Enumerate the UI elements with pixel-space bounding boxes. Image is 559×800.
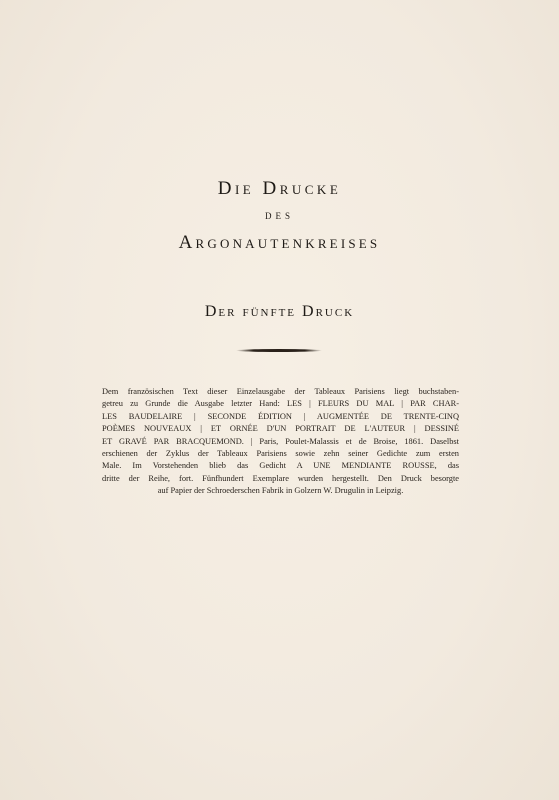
colophon-line: Male. Im Vorstehenden blieb das Gedicht A UNE MENDIANTE ROUSSE, das (102, 461, 459, 471)
colophon-line: Dem französischen Text dieser Einzelausgabe der Tableaux Parisiens liegt buchstaben- (102, 387, 459, 396)
colophon-line: erschienen der Zyklus der Tableaux Parisiens sowie zehn seiner Gedichte zum ersten (102, 449, 459, 459)
colophon-line: ET GRAVÉ PAR BRACQUEMOND. | Paris, Poulet-Malassis et de Broise, 1861. Daselbst (102, 436, 459, 446)
colophon-line: getreu zu Grunde die Ausgabe letzter Hand: LES | FLEURS DU MAL | PAR CHAR- (102, 399, 459, 409)
title-line-2: des (264, 207, 294, 222)
colophon-line: POÈMES NOUVEAUX | ET ORNÉE D'UN PORTRAIT DE L'AUTEUR | DESSINÉ (102, 424, 459, 434)
colophon-text (102, 386, 459, 498)
subtitle: Der fünfte Druck (204, 303, 355, 320)
title-line-1: Die Drucke (217, 178, 342, 199)
colophon-line: auf Papier der Schroederschen Fabrik in Golzern W. Drugulin in Leipzig. (157, 486, 404, 496)
ornamental-rule (236, 349, 322, 352)
colophon-line: LES BAUDELAIRE | SECONDE ÉDITION | AUGMENTÉE DE TRENTE-CINQ (102, 411, 459, 421)
title-line-3: Argonautenkreises (178, 232, 381, 253)
colophon-line: dritte der Reihe, fort. Fünfhundert Exemplare wurden hergestellt. Den Druck besorgte (102, 473, 459, 483)
